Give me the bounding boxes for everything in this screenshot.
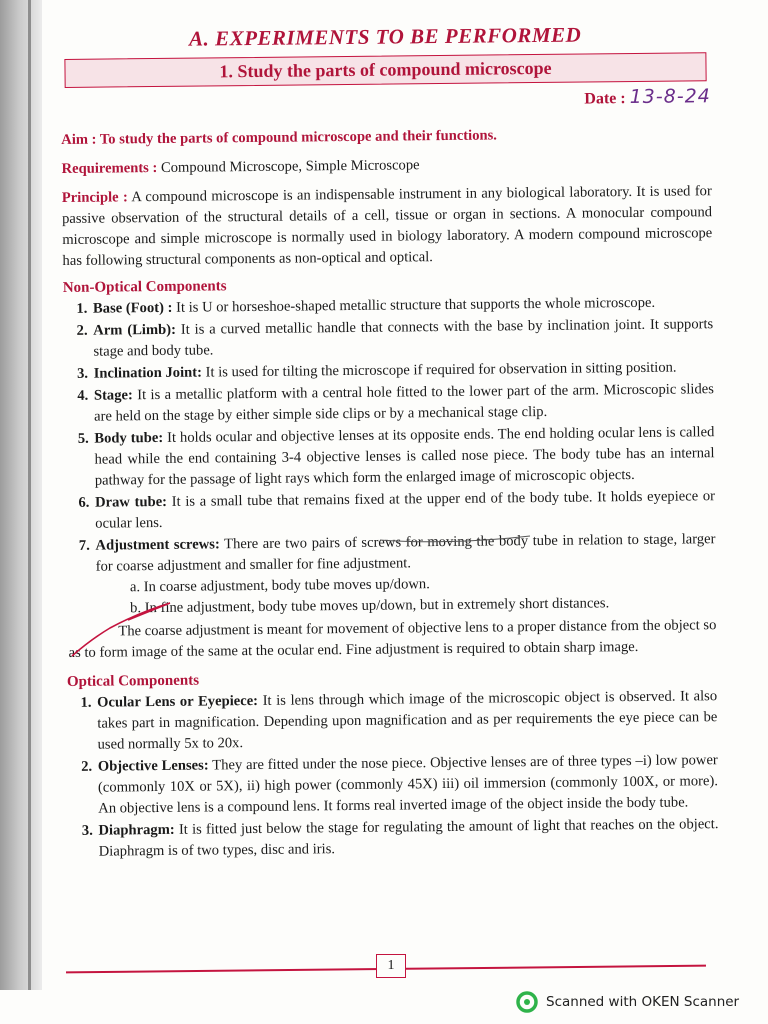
item-term: Stage: xyxy=(93,387,133,404)
item-text: It is a metallic platform with a central hole fitted to the lower part of the arm. Microscopic slides are held on the stage by either simple side clips or by a mechanical stage clip. xyxy=(94,381,714,425)
item-text: It is a small tube that remains fixed at the upper end of the body tube. It holds eyepiece or ocular lens. xyxy=(95,488,716,532)
principle-text: A compound microscope is an indispensable instrument in any biological laboratory. It is used for passive observation of the structural details of a cell, tissue or organ in sections. A monocular compound microscope and simple microscope is normally used in biology laboratory. A modern compound microscope has following structural components as non-optical and optical. xyxy=(61,183,713,269)
list-item xyxy=(92,422,715,492)
list-item xyxy=(68,529,717,664)
item-term: Draw tube: xyxy=(94,493,168,511)
item-text: It is a curved metallic handle that connects with the base by inclination joint. It supports stage and body tube. xyxy=(93,316,714,360)
book-binding xyxy=(0,0,42,990)
principle xyxy=(62,181,713,272)
list-item xyxy=(96,750,719,820)
item-term: Inclination Joint: xyxy=(93,364,203,382)
item-term: Adjustment screws: xyxy=(95,536,220,554)
scanner-text: Scanned with OKEN Scanner xyxy=(546,994,740,1010)
requirements-text: Compound Microscope, Simple Microscope xyxy=(160,157,420,176)
requirements xyxy=(61,152,711,180)
item-term: Body tube: xyxy=(94,429,164,447)
principle-label: Principle : xyxy=(61,189,128,206)
optical-list xyxy=(67,686,719,863)
binding-fold xyxy=(28,0,31,990)
item-text: It is fitted just below the stage for regulating the amount of light that reaches on the object. Diaphragm is of two types, disc and iris. xyxy=(98,816,719,860)
date-row xyxy=(61,85,711,118)
scanner-logo-icon xyxy=(516,991,538,1013)
adjustment-paragraph: The coarse adjustment is meant for movement of objective lens to a proper distance from the object so as to form image of the same at the ocular end. Fine adjustment is required to obtain sharp image. xyxy=(68,617,717,661)
section-heading: A. EXPERIMENTS TO BE PERFORMED xyxy=(188,22,582,51)
item-text: It is used for tilting the microscope if required for observation in sitting position. xyxy=(205,359,677,381)
date-value: 13-8-24 xyxy=(629,85,711,109)
scanner-watermark xyxy=(516,990,739,1014)
list-item xyxy=(96,814,718,863)
optical-heading: Optical Components xyxy=(66,672,200,690)
list-item xyxy=(92,379,714,428)
item-text: They are fitted under the nose piece. Objective lenses are of three types –i) low power (commonly 10X or 5X), ii) high power (commonly 45X) iii) oil immersion (commonly 100X, or more). An objective lens is a compound lens. It forms real inverted image of the object inside the body tube. xyxy=(97,752,719,817)
page-number: 1 xyxy=(376,954,406,978)
sub-item-b: b. In fine adjustment, body tube moves up/down, but in extremely short distances. xyxy=(130,595,610,617)
item-text: There are two pairs of screws for moving the body tube in relation to stage, larger for coarse adjustment and smaller for fine adjustment. xyxy=(95,531,716,575)
non-optical-heading: Non-Optical Components xyxy=(62,278,227,296)
item-term: Arm (Limb): xyxy=(93,321,177,339)
item-term: Ocular Lens or Eyepiece: xyxy=(97,692,259,711)
non-optical-list xyxy=(63,292,717,664)
document-page xyxy=(60,15,719,864)
list-item xyxy=(95,686,718,756)
aim-text: Aim : To study the parts of compound microscope and their functions. xyxy=(61,127,497,148)
item-term: Objective Lenses: xyxy=(97,757,209,775)
list-item xyxy=(91,314,713,363)
item-text: It is U or horseshoe-shaped metallic structure that supports the whole microscope. xyxy=(176,294,656,316)
item-term: Base (Foot) : xyxy=(92,299,173,317)
experiment-title: 1. Study the parts of compound microscope xyxy=(64,52,706,88)
requirements-label: Requirements : xyxy=(61,159,158,177)
item-term: Diaphragm: xyxy=(98,821,175,839)
date-label: Date : xyxy=(584,90,626,108)
sub-item-a: a. In coarse adjustment, body tube moves up/down. xyxy=(129,576,430,596)
item-text: It is lens through which image of the microscopic object is observed. It also takes part in magnification. Depending upon magnification and as per requirements the eye piece can be used normally 5x to 20x. xyxy=(97,688,718,753)
item-text: It holds ocular and objective lenses at its opposite ends. The end holding ocular lens is called head while the end containing 3-4 objective lenses is called nose piece. The body tube has an internal pathway for the passage of light rays which form the enlarged image of microscopic objects. xyxy=(94,424,715,489)
list-item xyxy=(93,486,715,535)
